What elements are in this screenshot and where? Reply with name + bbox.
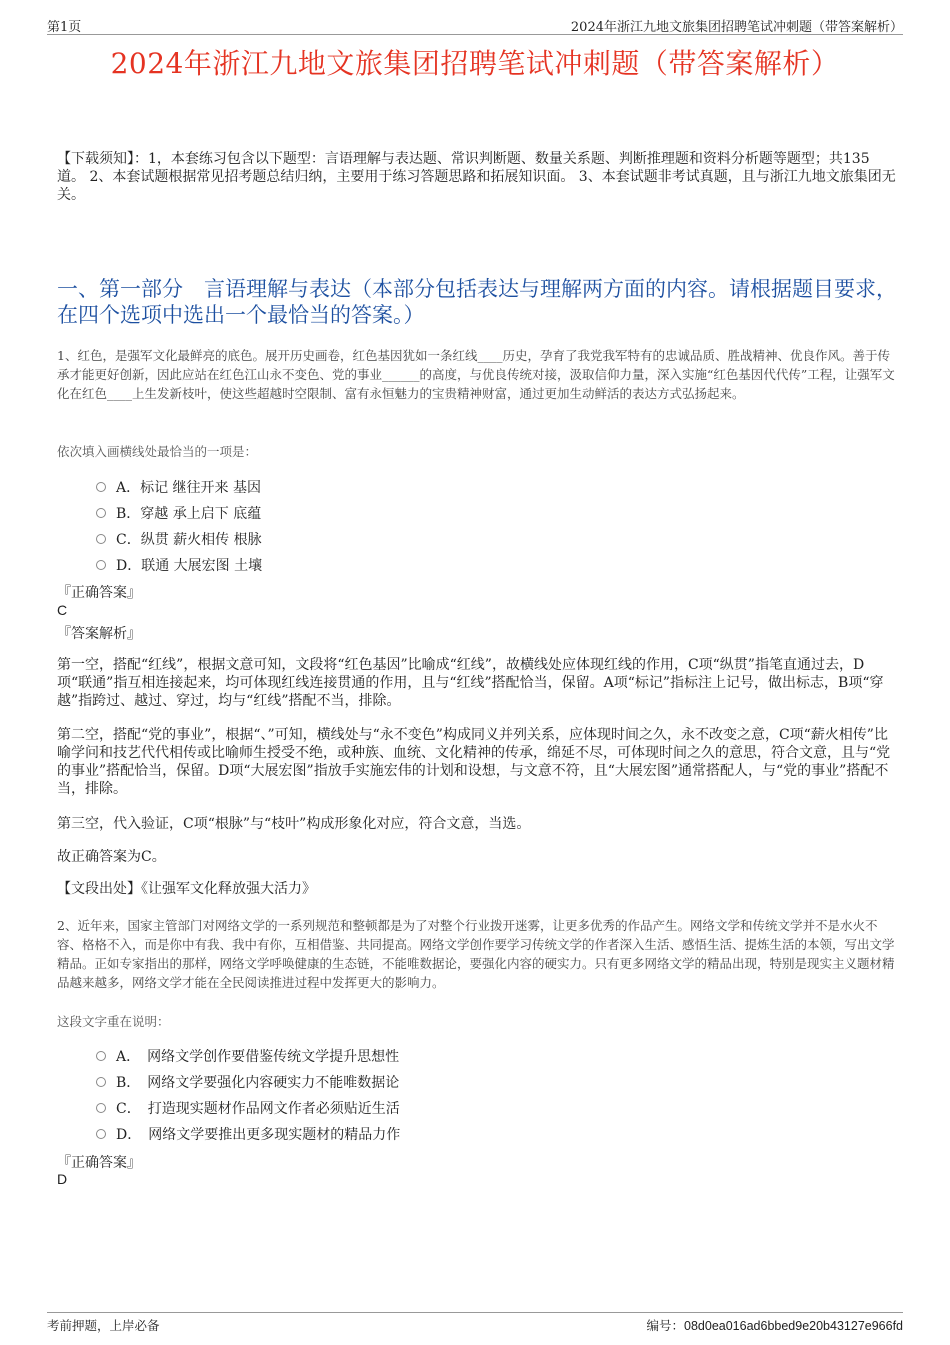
section-heading: 一、第一部分 言语理解与表达（本部分包括表达与理解两方面的内容。请根据题目要求，在四个选项中选出一个最恰当的答案。） <box>57 277 897 327</box>
option-label: B． 网络文学要强化内容硬实力不能唯数据论 <box>116 1075 400 1091</box>
option-label: A．标记 继往开来 基因 <box>116 480 262 496</box>
footer-divider <box>47 1312 903 1313</box>
question-1-option-d[interactable] <box>96 555 262 575</box>
question-1-answer: C <box>57 602 68 618</box>
option-label: A． 网络文学创作要借鉴传统文学提升思想性 <box>116 1049 400 1065</box>
question-1-source: 【文段出处】《让强军文化释放强大活力》 <box>57 881 316 897</box>
header-divider <box>47 34 903 35</box>
question-2-option-d[interactable] <box>96 1124 400 1144</box>
radio-icon[interactable] <box>96 560 106 570</box>
radio-icon[interactable] <box>96 1103 106 1113</box>
question-2-option-a[interactable] <box>96 1046 399 1066</box>
header-page-number: 第1页 <box>47 20 82 35</box>
option-label: B．穿越 承上启下 底蕴 <box>116 506 262 522</box>
question-2-option-c[interactable] <box>96 1098 400 1118</box>
page-title: 2024年浙江九地文旅集团招聘笔试冲刺题（带答案解析） <box>110 47 840 80</box>
radio-icon[interactable] <box>96 482 106 492</box>
question-1-stem: 1、红色，是强军文化最鲜亮的底色。展开历史画卷，红色基因犹如一条红线____历史，孕育了我党我军特有的忠诚品质、胜战精神、优良作风。善于传承才能更好创新，因此应站在红色江山永不变色、党的事业______的高度，与优良传统对接，汲取信仰力量，深入实施“红色基因代代传”工程，让强军文化在红色____上生发新枝叶，使这些超越时空限制、富有永恒魅力的宝贵精神财富，通过更加生动鲜活的表达方式弘扬起来。 <box>57 348 895 401</box>
footer-code-label: 编号： <box>646 1318 685 1333</box>
question-1-analysis-para-2: 第二空，搭配“党的事业”，根据“、”可知，横线处与“永不变色”构成同义并列关系，应体现时间之久，永不改变之意，C项“薪火相传”比喻学问和技艺代代相传或比喻师生授受不绝，或种族、血统、文化精神的传承，绵延不尽，可体现时间之久的意思，符合文意，且与“党的事业”搭配恰当，保留。D项“大展宏图”指放手实施宏伟的计划和设想，与文意不符，且“大展宏图”通常搭配人，与“党的事业”搭配不当，排除。 <box>57 727 891 797</box>
radio-icon[interactable] <box>96 1129 106 1139</box>
radio-icon[interactable] <box>96 1051 106 1061</box>
question-1-prompt: 依次填入画横线处最恰当的一项是： <box>57 444 258 459</box>
question-2-prompt: 这段文字重在说明： <box>57 1014 170 1029</box>
option-label: D．联通 大展宏图 土壤 <box>116 558 263 574</box>
footer-document-code <box>647 1316 904 1334</box>
question-1-option-c[interactable] <box>96 529 262 549</box>
question-1-analysis-label: 『答案解析』 <box>57 626 141 642</box>
radio-icon[interactable] <box>96 1077 106 1087</box>
option-label: C． 打造现实题材作品网文作者必须贴近生活 <box>116 1101 400 1117</box>
question-2-answer-label: 『正确答案』 <box>57 1155 141 1171</box>
option-label: D． 网络文学要推出更多现实题材的精品力作 <box>116 1127 401 1143</box>
question-1-analysis-para-3: 第三空，代入验证，C项“根脉”与“枝叶”构成形象化对应，符合文意，当选。 <box>57 816 531 832</box>
download-notice: 【下载须知】：1，本套练习包含以下题型：言语理解与表达题、常识判断题、数量关系题、判断推理题和资料分析题等题型；共135道。 2、本套试题根据常见招考题总结归纳，主要用于练习答题思路和拓展知识面。 3、本套试题非考试真题，且与浙江九地文旅集团无关。 <box>57 151 896 203</box>
radio-icon[interactable] <box>96 508 106 518</box>
question-1-analysis-para-1: 第一空，搭配“红线”，根据文意可知，文段将“红色基因”比喻成“红线”，故横线处应体现红线的作用，C项“纵贯”指笔直通过去，D项“联通”指互相连接起来，均可体现红线连接贯通的作用，且与“红线”搭配恰当，保留。A项“标记”指标注上记号，做出标志，B项“穿越”指跨过、越过、穿过，均与“红线”搭配不当，排除。 <box>57 657 884 709</box>
question-2-stem: 2、近年来，国家主管部门对网络文学的一系列规范和整顿都是为了对整个行业拨开迷雾，让更多优秀的作品产生。网络文学和传统文学并不是水火不容、格格不入，而是你中有我、我中有你，互相借鉴、共同提高。网络文学创作要学习传统文学的作者深入生活、感悟生活、提炼生活的本领，写出文学精品。正如专家指出的那样，网络文学呼唤健康的生态链，不能唯数据论，要强化内容的硬实力。只有更多网络文学的精品出现，特别是现实主义题材精品越来越多，网络文学才能在全民阅读推进过程中发挥更大的影响力。 <box>57 918 895 990</box>
question-1-analysis-conclusion: 故正确答案为C。 <box>57 849 166 865</box>
question-2-option-b[interactable] <box>96 1072 399 1092</box>
question-1-answer-label: 『正确答案』 <box>57 585 141 601</box>
question-1-option-b[interactable] <box>96 503 261 523</box>
question-1-option-a[interactable] <box>96 477 261 497</box>
footer-code-value: 08d0ea016ad6bbed9e20b43127e966fd <box>684 1319 903 1333</box>
radio-icon[interactable] <box>96 534 106 544</box>
question-2-answer: D <box>57 1171 68 1187</box>
option-label: C．纵贯 薪火相传 根脉 <box>116 532 262 548</box>
footer-slogan: 考前押题，上岸必备 <box>47 1318 160 1333</box>
header-doc-title: 2024年浙江九地文旅集团招聘笔试冲刺题（带答案解析） <box>570 20 903 35</box>
